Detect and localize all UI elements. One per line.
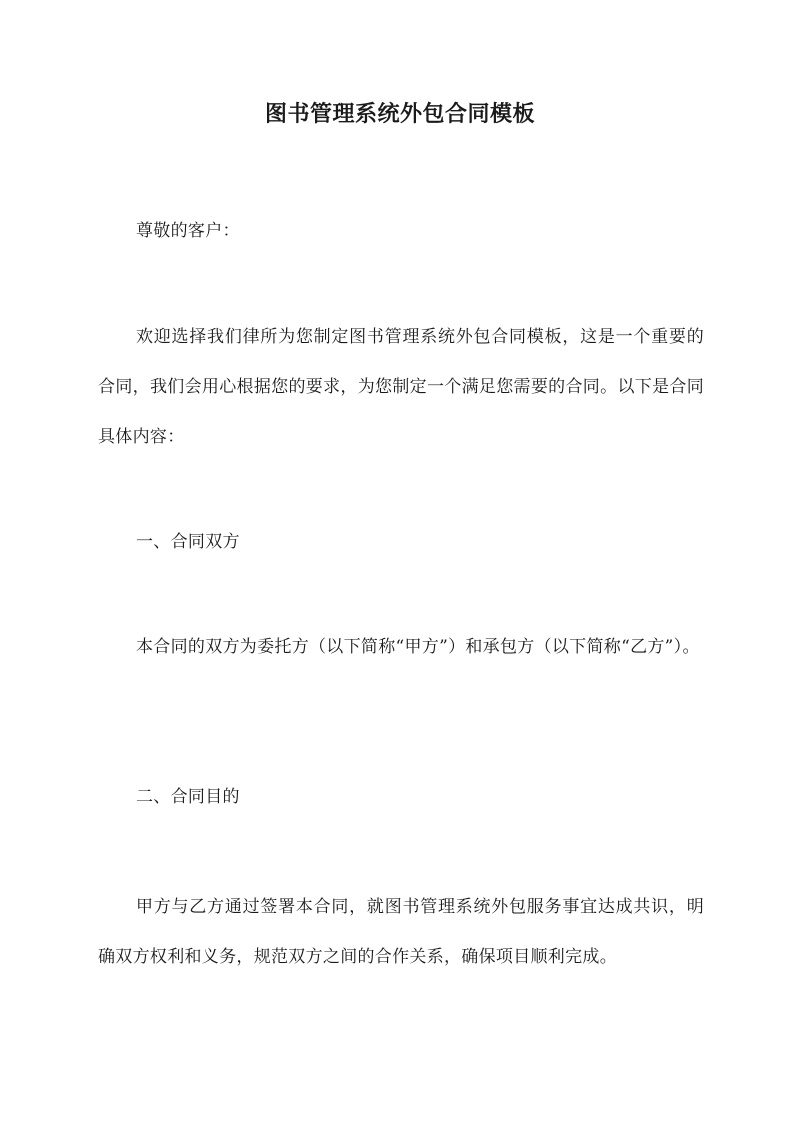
section-heading-parties: 一、合同双方: [136, 532, 240, 552]
section-body-parties: 本合同的双方为委托方（以下简称“甲方”）和承包方（以下简称“乙方”）。: [136, 637, 700, 657]
document-title: 图书管理系统外包合同模板: [264, 101, 535, 127]
intro-paragraph: 欢迎选择我们律所为您制定图书管理系统外包合同模板，这是一个重要的合同，我们会用心根据您的要求，为您制定一个满足您需要的合同。以下是合同具体内容：: [98, 327, 704, 447]
section-heading-purpose: 二、合同目的: [136, 787, 240, 807]
section-body-purpose: 甲方与乙方通过签署本合同，就图书管理系统外包服务事宜达成共识，明确双方权利和义务，规范双方之间的合作关系，确保项目顺利完成。: [98, 897, 704, 967]
greeting-text: 尊敬的客户：: [136, 221, 240, 241]
